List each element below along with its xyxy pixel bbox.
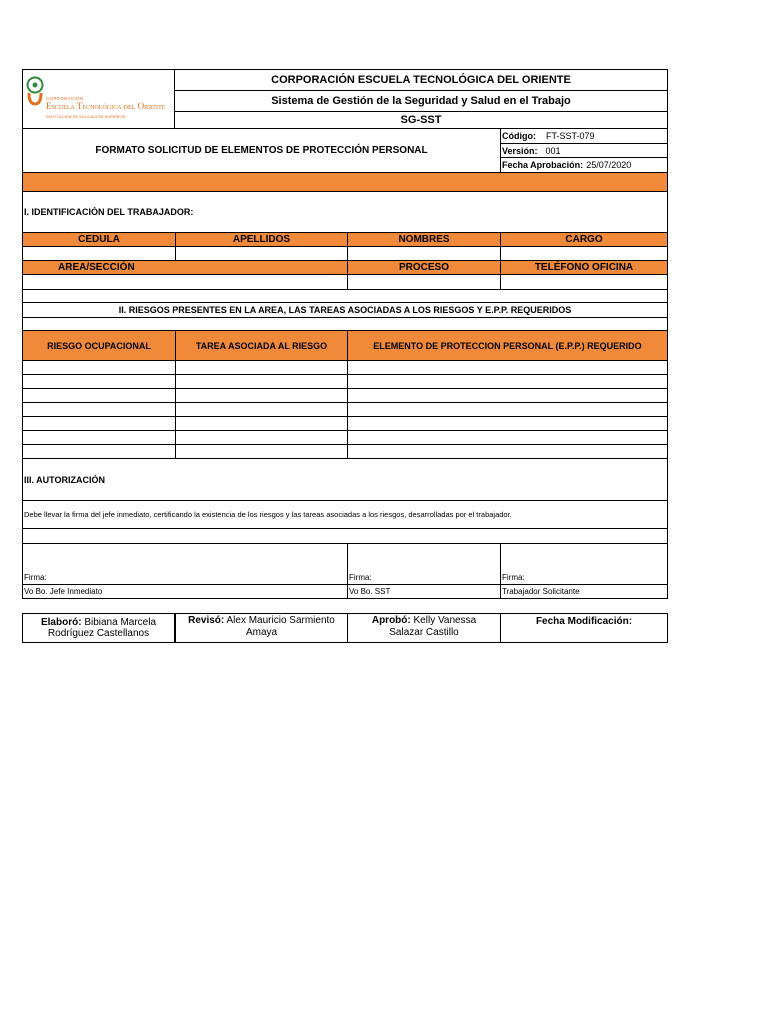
table-cell[interactable] — [175, 361, 347, 375]
section2-title: II. RIESGOS PRESENTES EN LA AREA, LAS TAREAS ASOCIADAS A LOS RIESGOS Y E.P.P. REQUERIDOS — [22, 303, 668, 318]
table-cell[interactable] — [22, 417, 175, 431]
version-row — [500, 144, 668, 158]
header-epp-requerido: ELEMENTO DE PROTECCION PERSONAL (E.P.P.) REQUERIDO — [347, 331, 668, 361]
footer-fecha-modificacion: Fecha Modificación: — [500, 613, 668, 643]
table-cell[interactable] — [22, 431, 175, 445]
aprobo-value: Kelly Vanessa Salazar Castillo — [389, 615, 477, 638]
header-nombres: NOMBRES — [347, 233, 500, 247]
proceso-field[interactable] — [347, 275, 500, 290]
signature-label: Firma: — [502, 573, 525, 582]
form-title: FORMATO SOLICITUD DE ELEMENTOS DE PROTECCIÓN PERSONAL — [22, 129, 500, 173]
signature-role-trabajador: Trabajador Solicitante — [500, 585, 668, 599]
table-cell[interactable] — [22, 361, 175, 375]
header-cargo: CARGO — [500, 233, 668, 247]
header-telefono-oficina: TELÉFONO OFICINA — [500, 261, 668, 275]
blank-row — [22, 290, 668, 303]
table-cell[interactable] — [175, 445, 347, 459]
table-cell[interactable] — [347, 403, 668, 417]
version-label: Versión: — [502, 145, 538, 156]
header-apellidos: APELLIDOS — [175, 233, 347, 247]
header-proceso: PROCESO — [347, 261, 500, 275]
table-cell[interactable] — [22, 389, 175, 403]
signature-box-trabajador[interactable] — [500, 544, 668, 585]
approval-value: 25/07/2020 — [586, 160, 632, 170]
telefono-oficina-field[interactable] — [500, 275, 668, 290]
system-acronym: SG-SST — [175, 111, 668, 129]
logo-emblem-icon — [26, 76, 44, 106]
table-cell[interactable] — [347, 361, 668, 375]
aprobo-label: Aprobó: — [371, 615, 411, 626]
logo-small-caption: CORPORACIÓN — [46, 96, 84, 101]
institution-logo — [24, 74, 174, 126]
header-cedula: CEDULA — [22, 233, 175, 247]
header-riesgo-ocupacional: RIESGO OCUPACIONAL — [22, 331, 175, 361]
table-cell[interactable] — [175, 389, 347, 403]
table-cell[interactable] — [347, 375, 668, 389]
orange-separator-bar — [22, 173, 668, 192]
cedula-field[interactable] — [22, 247, 175, 261]
table-cell[interactable] — [22, 375, 175, 389]
table-cell[interactable] — [347, 389, 668, 403]
reviso-value: Alex Mauricio Sarmiento Amaya — [226, 615, 335, 638]
section3-title: III. AUTORIZACIÓN — [22, 459, 668, 501]
section1-title: I. IDENTIFICACIÒN DEL TRABAJADOR: — [22, 192, 668, 233]
table-cell[interactable] — [175, 403, 347, 417]
signature-label: Firma: — [349, 573, 372, 582]
logo-subcaption: INSTITUCIÓN DE EDUCACIÓN SUPERIOR — [46, 114, 126, 119]
authorization-note: Debe llevar la firma del jefe inmediato, certificando la existencia de los riesgos y las tareas asociadas a los riesgos, desarrolladas por el trabajador. — [22, 501, 668, 529]
blank-row — [22, 318, 668, 331]
header-tarea-asociada: TAREA ASOCIADA AL RIESGO — [175, 331, 347, 361]
table-cell[interactable] — [347, 431, 668, 445]
system-name: Sistema de Gestión de la Seguridad y Salud en el Trabajo — [175, 90, 668, 111]
apellidos-field[interactable] — [175, 247, 347, 261]
signature-box-jefe[interactable] — [22, 544, 347, 585]
code-label: Código: — [502, 131, 536, 141]
nombres-field[interactable] — [347, 247, 500, 261]
reviso-label: Revisó: — [188, 615, 225, 626]
cargo-field[interactable] — [500, 247, 668, 261]
footer-elaboro — [22, 613, 175, 643]
area-seccion-field[interactable] — [22, 275, 347, 290]
table-cell[interactable] — [175, 375, 347, 389]
approval-row — [500, 158, 668, 173]
blank-row — [22, 529, 668, 544]
elaboro-label: Elaboró: — [40, 616, 82, 628]
table-cell[interactable] — [175, 431, 347, 445]
elaboro-value: Bibiana Marcela Rodríguez Castellanos — [47, 616, 157, 639]
table-cell[interactable] — [347, 445, 668, 459]
header-area-seccion: AREA/SECCIÓN — [22, 261, 347, 275]
version-value: 001 — [545, 145, 561, 156]
signature-role-sst: Vo Bo. SST — [347, 585, 500, 599]
table-cell[interactable] — [347, 417, 668, 431]
code-row — [500, 129, 668, 144]
signature-box-sst[interactable] — [347, 544, 500, 585]
table-cell[interactable] — [22, 403, 175, 417]
logo-name: Escuela Tecnológica del Oriente — [46, 101, 166, 111]
table-cell[interactable] — [22, 445, 175, 459]
table-cell[interactable] — [175, 417, 347, 431]
code-value: FT-SST-079 — [546, 131, 595, 141]
footer-reviso — [175, 613, 347, 643]
signature-role-jefe: Vo Bo. Jefe Inmediato — [22, 585, 347, 599]
footer-aprobo — [347, 613, 500, 643]
org-name: CORPORACIÓN ESCUELA TECNOLÓGICA DEL ORIENTE — [175, 69, 668, 90]
approval-label: Fecha Aprobación: — [502, 160, 584, 170]
signature-label: Firma: — [24, 573, 47, 582]
